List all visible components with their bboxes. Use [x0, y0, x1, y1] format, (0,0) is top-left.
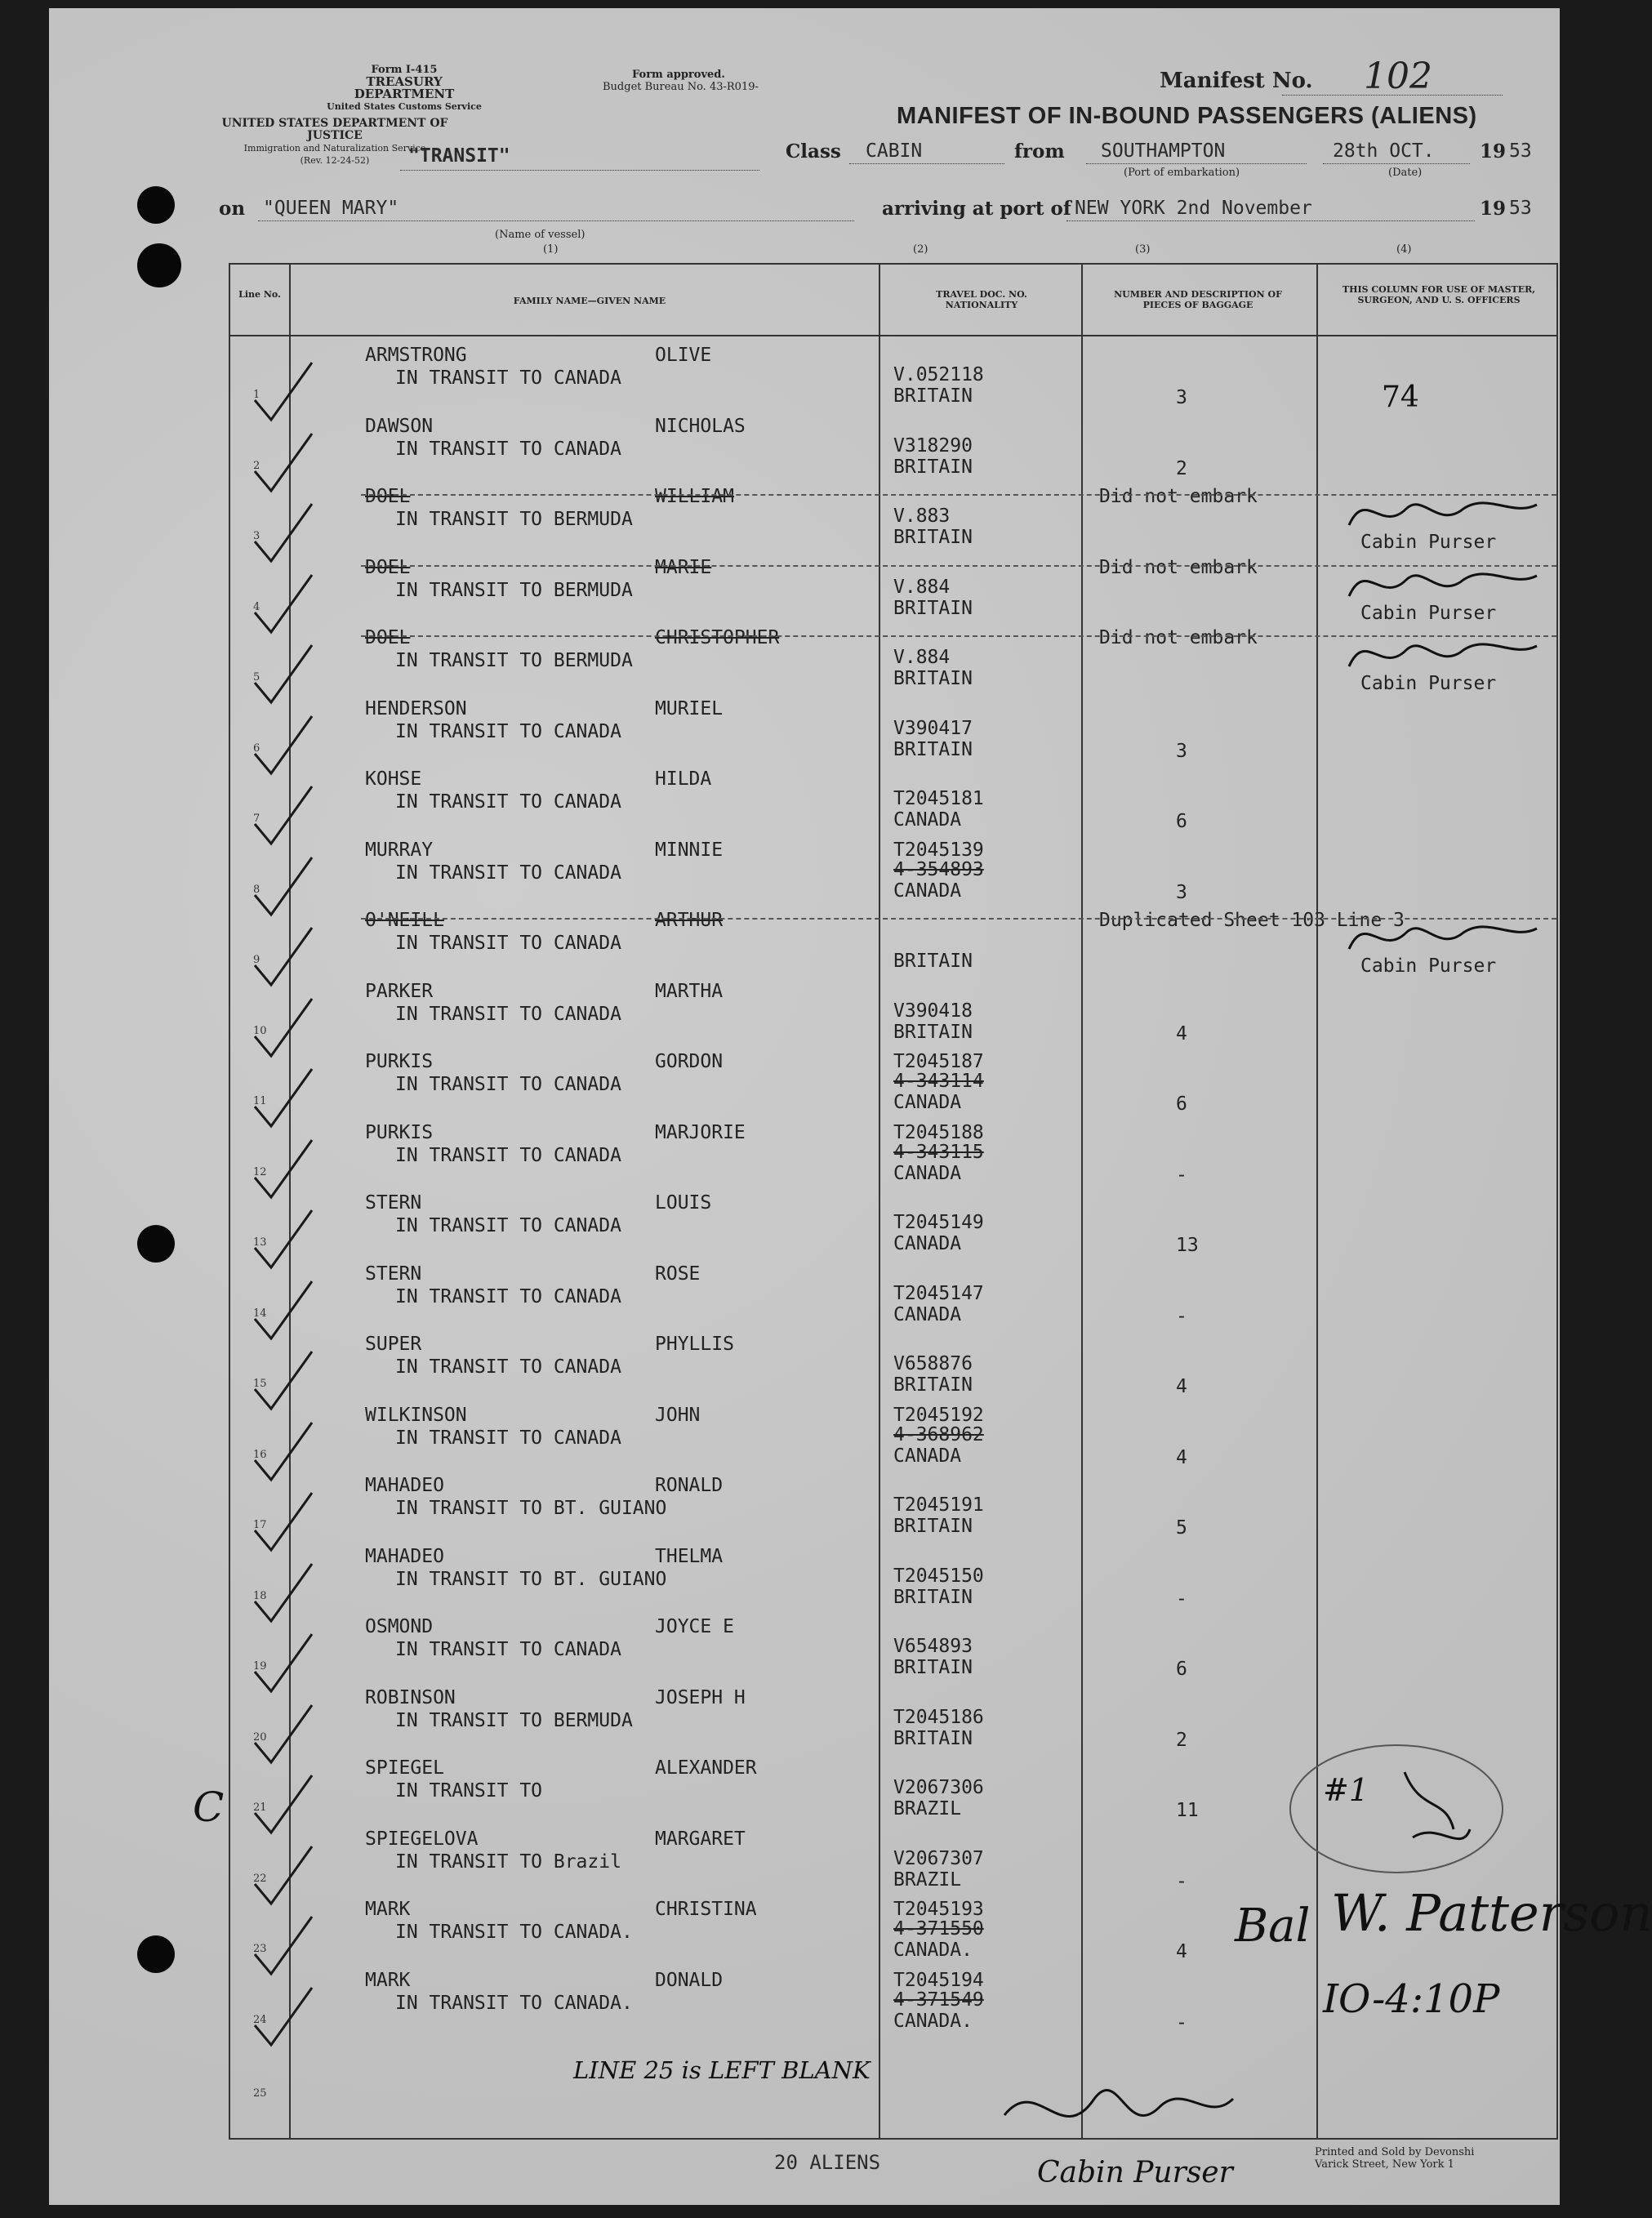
margin-c-mark: C: [193, 1784, 225, 1831]
baggage-count: 3: [1176, 740, 1187, 762]
officer-prefix: Bal: [1235, 1900, 1311, 1953]
punch-hole: [137, 186, 175, 224]
col-num-3: (3): [1135, 243, 1151, 256]
doc-number: V2067306: [893, 1777, 984, 1798]
table-row: [230, 1615, 1556, 1685]
given-name: CHRISTINA: [655, 1899, 757, 1920]
baggage-count: 6: [1176, 1093, 1187, 1115]
family-name: PURKIS: [365, 1121, 434, 1143]
transit-destination: IN TRANSIT TO BT. GUIANO: [395, 1498, 667, 1519]
row-note: Duplicated Sheet 103 Line 3: [1099, 910, 1405, 931]
baggage-count: -: [1176, 2011, 1187, 2033]
doc-number: V2067307: [893, 1847, 984, 1869]
purser-signature-scribble: [1333, 908, 1545, 965]
from-sub: (Port of embarkation): [1124, 167, 1240, 179]
doc-number-struck: 4-343115: [893, 1141, 984, 1163]
given-name: NICHOLAS: [655, 415, 746, 437]
family-name: MURRAY: [365, 839, 434, 861]
given-name: JOYCE E: [655, 1616, 734, 1637]
transit-destination: IN TRANSIT TO CANADA: [395, 1144, 621, 1166]
row-number: 21: [253, 1802, 267, 1814]
row-number: 1: [253, 389, 260, 401]
from-value: SOUTHAMPTON: [1101, 140, 1226, 162]
row-note: Did not embark: [1099, 556, 1258, 578]
given-name: MINNIE: [655, 839, 724, 861]
transit-destination: IN TRANSIT TO Brazil: [395, 1851, 621, 1873]
table-row: [230, 343, 1556, 413]
date-year-prefix: 19: [1480, 140, 1507, 163]
row-number: 9: [253, 954, 260, 966]
doc-number: T2045186: [893, 1706, 984, 1728]
nationality: BRITAIN: [893, 527, 973, 548]
row-number: 17: [253, 1519, 267, 1531]
baggage-count: 6: [1176, 811, 1187, 832]
given-name: GORDON: [655, 1051, 724, 1072]
baggage-count: 3: [1176, 881, 1187, 903]
doc-number-struck: 4-371549: [893, 1989, 984, 2011]
table-row: [230, 626, 1556, 696]
table-row: [230, 484, 1556, 554]
row-number: 5: [253, 671, 260, 684]
date-sub: (Date): [1388, 167, 1423, 179]
stamp-scribble: [1282, 1739, 1511, 1878]
table-row: [230, 1544, 1556, 1615]
baggage-count: 2: [1176, 1729, 1187, 1751]
col-header-line: Line No.: [238, 289, 281, 300]
doc-number: T2045181: [893, 788, 984, 809]
transit-destination: IN TRANSIT TO CANADA: [395, 791, 621, 813]
transit-destination: IN TRANSIT TO CANADA: [395, 1003, 621, 1025]
transit-destination: IN TRANSIT TO CANADA: [395, 1356, 621, 1378]
row-number: 12: [253, 1165, 267, 1178]
nationality: BRAZIL: [893, 1798, 962, 1819]
table-row: [230, 1120, 1556, 1191]
nationality: BRITAIN: [893, 738, 973, 760]
arrival-value: NEW YORK 2nd November: [1075, 198, 1312, 219]
top-right-count: 74: [1382, 381, 1419, 414]
arrival-underline: [1066, 220, 1475, 221]
nationality: CANADA: [893, 809, 962, 831]
transit-destination: IN TRANSIT TO BERMUDA: [395, 1709, 633, 1731]
baggage-count: 4: [1176, 1022, 1187, 1044]
header-divider: [230, 335, 1556, 336]
table-row: [230, 697, 1556, 767]
form-id-block: [318, 64, 490, 113]
nationality: CANADA: [893, 880, 962, 902]
vessel-sub: (Name of vessel): [495, 229, 586, 241]
baggage-count: 5: [1176, 1517, 1187, 1539]
transit-destination: IN TRANSIT TO CANADA: [395, 367, 621, 389]
baggage-count: 13: [1176, 1235, 1199, 1256]
row-number: 19: [253, 1660, 267, 1672]
nationality: CANADA: [893, 1162, 962, 1184]
family-name: ARMSTRONG: [365, 345, 467, 366]
rev-date: (Rev. 12-24-52): [300, 155, 370, 166]
given-name: CHRISTOPHER: [655, 627, 780, 648]
family-name: HENDERSON: [365, 697, 467, 719]
family-name: DAWSON: [365, 415, 434, 437]
baggage-count: 4: [1176, 1446, 1187, 1468]
transit-destination: IN TRANSIT TO BERMUDA: [395, 579, 633, 601]
transit-destination: IN TRANSIT TO CANADA: [395, 1285, 621, 1307]
nationality: BRITAIN: [893, 1021, 973, 1043]
table-row: [230, 767, 1556, 837]
given-name: ROSE: [655, 1263, 701, 1285]
transit-destination: IN TRANSIT TO: [395, 1780, 543, 1802]
doc-number: V.052118: [893, 364, 984, 385]
row-number: 22: [253, 1872, 267, 1885]
nationality: CANADA.: [893, 2010, 973, 2032]
transit-underline: [400, 170, 759, 171]
row-number: 7: [253, 813, 260, 825]
given-name: WILLIAM: [655, 486, 734, 507]
nationality: CANADA: [893, 1445, 962, 1467]
class-underline: [849, 163, 1004, 164]
stamp-number: #1: [1323, 1772, 1369, 1808]
printer-imprint: [1315, 2146, 1474, 2171]
purser-signature-scribble: [1333, 484, 1545, 541]
transit-destination: IN TRANSIT TO BERMUDA: [395, 650, 633, 671]
doc-number: T2045194: [893, 1969, 984, 1991]
form-approved: Form approved.: [632, 69, 725, 81]
family-name: STERN: [365, 1192, 422, 1214]
table-row: [230, 838, 1556, 908]
given-name: ALEXANDER: [655, 1757, 757, 1779]
given-name: MARTHA: [655, 980, 724, 1002]
doc-number: V.883: [893, 506, 951, 527]
col-num-1: (1): [543, 243, 559, 256]
table-row: [230, 1262, 1556, 1332]
purser-label: Cabin Purser: [1360, 602, 1497, 624]
family-name: PARKER: [365, 980, 434, 1002]
doc-number: T2045150: [893, 1565, 984, 1587]
table-row: [230, 908, 1556, 978]
doc-number: V390418: [893, 1000, 973, 1022]
printer-line-2: Varick Street, New York 1: [1315, 2158, 1454, 2171]
vessel-underline: [258, 220, 854, 221]
nationality: CANADA: [893, 1233, 962, 1254]
doc-number: T2045188: [893, 1121, 984, 1143]
given-name: MARIE: [655, 556, 712, 578]
doc-number: V318290: [893, 434, 973, 457]
printer-line-1: Printed and Sold by Devonshi: [1315, 2146, 1475, 2158]
table-row-25: [230, 2020, 1556, 2100]
nationality: CANADA: [893, 1303, 962, 1325]
given-name: MARGARET: [655, 1828, 746, 1850]
baggage-count: 3: [1176, 387, 1187, 408]
family-name: ROBINSON: [365, 1686, 456, 1708]
doc-number: T2045192: [893, 1404, 984, 1426]
transit-destination: IN TRANSIT TO CANADA.: [395, 1992, 633, 2014]
row-number: 2: [253, 459, 260, 472]
doc-number: V390417: [893, 717, 973, 739]
family-name: DOEL: [365, 556, 411, 578]
baggage-count: 2: [1176, 457, 1187, 479]
family-name: KOHSE: [365, 768, 422, 790]
baggage-count: 11: [1176, 1800, 1199, 1821]
purser-label: Cabin Purser: [1360, 955, 1497, 977]
baggage-count: -: [1176, 1305, 1187, 1327]
manifest-no-value: 102: [1364, 56, 1432, 97]
row-number: 3: [253, 530, 260, 542]
table-row: [230, 555, 1556, 626]
doc-number-struck: 4-354893: [893, 858, 984, 880]
given-name: ARTHUR: [655, 910, 724, 931]
form-approved-block: [603, 69, 799, 93]
given-name: MARJORIE: [655, 1121, 746, 1143]
transit-destination: IN TRANSIT TO BERMUDA: [395, 509, 633, 530]
baggage-count: 6: [1176, 1659, 1187, 1680]
form-id: Form I-415: [371, 64, 438, 76]
treasury-dept: TREASURY DEPARTMENT: [354, 74, 455, 101]
col-header-doc: TRAVEL DOC. NO. NATIONALITY: [936, 289, 1027, 310]
row-note: Did not embark: [1099, 627, 1258, 648]
doc-number: V.884: [893, 647, 951, 668]
transit-destination: IN TRANSIT TO CANADA: [395, 1639, 621, 1660]
row-note: Did not embark: [1099, 486, 1258, 507]
transit-destination: IN TRANSIT TO CANADA: [395, 1427, 621, 1449]
baggage-count: -: [1176, 1164, 1187, 1186]
doc-number: T2045187: [893, 1051, 984, 1072]
table-row: [230, 1403, 1556, 1473]
transit-destination: IN TRANSIT TO CANADA: [395, 1215, 621, 1236]
table-row: [230, 1332, 1556, 1402]
line25-note: LINE 25 is LEFT BLANK: [573, 2056, 871, 2084]
date-year: 53: [1509, 140, 1532, 162]
col-header-name: FAMILY NAME—GIVEN NAME: [513, 296, 666, 306]
date-underline: [1323, 163, 1470, 164]
given-name: OLIVE: [655, 345, 712, 366]
class-value: CABIN: [866, 140, 923, 162]
row-number: 24: [253, 2013, 267, 2026]
family-name: DOEL: [365, 486, 411, 507]
row-number: 15: [253, 1378, 267, 1390]
footer-purser-signature: Cabin Purser: [1037, 2156, 1233, 2189]
baggage-count: -: [1176, 1588, 1187, 1610]
row-number: 18: [253, 1589, 267, 1602]
row-number: 13: [253, 1236, 267, 1249]
doc-number: T2045147: [893, 1282, 984, 1304]
family-name: STERN: [365, 1263, 422, 1285]
table-row: [230, 979, 1556, 1049]
baggage-count: -: [1176, 1870, 1187, 1892]
manifest-no-label: Manifest No.: [1160, 69, 1313, 93]
family-name: DOEL: [365, 627, 411, 648]
transit-destination: IN TRANSIT TO CANADA: [395, 1074, 621, 1095]
table-row: [230, 1049, 1556, 1120]
transit-destination: IN TRANSIT TO CANADA: [395, 720, 621, 742]
date-value: 28th OCT.: [1333, 140, 1435, 162]
purser-signature-scribble: [1333, 626, 1545, 683]
punch-hole: [137, 1225, 175, 1263]
aliens-count: 20 ALIENS: [774, 2151, 881, 2174]
given-name: PHYLLIS: [655, 1334, 734, 1355]
arriving-label: arriving at port of: [882, 198, 1071, 220]
arrival-year-prefix: 19: [1480, 198, 1507, 220]
given-name: RONALD: [655, 1475, 724, 1496]
transit-destination: IN TRANSIT TO CANADA: [395, 933, 621, 954]
family-name: WILKINSON: [365, 1404, 467, 1426]
doc-number: V.884: [893, 576, 951, 598]
nationality: BRITAIN: [893, 1657, 973, 1678]
row-number: 8: [253, 883, 260, 896]
family-name: MAHADEO: [365, 1475, 444, 1496]
family-name: O'NEILL: [365, 910, 444, 931]
doc-number: T2045191: [893, 1494, 984, 1516]
given-name: JOSEPH H: [655, 1686, 746, 1708]
nationality: BRITAIN: [893, 1374, 973, 1396]
transit-destination: IN TRANSIT TO CANADA: [395, 862, 621, 884]
row-number: 10: [253, 1024, 267, 1037]
purser-label: Cabin Purser: [1360, 673, 1497, 694]
purser-signature-scribble: [1333, 555, 1545, 612]
doc-number-struck: 4-371550: [893, 1918, 984, 1940]
doc-number: V654893: [893, 1636, 973, 1657]
nationality: BRITAIN: [893, 1586, 973, 1608]
row-number: 4: [253, 600, 260, 613]
purser-label: Cabin Purser: [1360, 532, 1497, 553]
from-underline: [1086, 163, 1307, 164]
row-number: 14: [253, 1307, 267, 1320]
row-number: 11: [253, 1095, 267, 1107]
ins-title: Immigration and Naturalization Service: [243, 143, 426, 154]
family-name: PURKIS: [365, 1051, 434, 1072]
baggage-count: 4: [1176, 1376, 1187, 1397]
table-row: [230, 1473, 1556, 1543]
doc-number: T2045149: [893, 1212, 984, 1233]
baggage-count: 4: [1176, 1941, 1187, 1962]
customs-service: United States Customs Service: [327, 101, 482, 112]
family-name: MAHADEO: [365, 1545, 444, 1567]
punch-hole: [137, 243, 181, 287]
on-label: on: [219, 198, 246, 220]
nationality: CANADA.: [893, 1940, 973, 1961]
transit-label: "TRANSIT": [408, 145, 510, 167]
doc-number-struck: 4-368962: [893, 1423, 984, 1445]
transit-destination: IN TRANSIT TO CANADA.: [395, 1922, 633, 1943]
punch-hole: [137, 1935, 175, 1973]
given-name: DONALD: [655, 1969, 724, 1991]
row-number: 25: [253, 2087, 267, 2100]
row-number: 23: [253, 1943, 267, 1955]
given-name: LOUIS: [655, 1192, 712, 1214]
row-number: 6: [253, 742, 260, 755]
nationality: BRITAIN: [893, 668, 973, 689]
nationality: BRITAIN: [893, 597, 973, 619]
row-number: 16: [253, 1448, 267, 1461]
col-num-2: (2): [913, 243, 928, 256]
family-name: SUPER: [365, 1334, 422, 1355]
transit-destination: IN TRANSIT TO CANADA: [395, 438, 621, 460]
nationality: BRITAIN: [893, 1516, 973, 1537]
nationality: CANADA: [893, 1092, 962, 1113]
doc-number: V658876: [893, 1353, 973, 1374]
doc-number: T2045193: [893, 1899, 984, 1920]
transit-destination: IN TRANSIT TO BT. GUIANO: [395, 1568, 667, 1590]
given-name: THELMA: [655, 1545, 724, 1567]
nationality: BRITAIN: [893, 1727, 973, 1749]
given-name: JOHN: [655, 1404, 701, 1426]
given-name: MURIEL: [655, 697, 724, 719]
nationality: BRITAIN: [893, 951, 973, 972]
budget-bureau: Budget Bureau No. 43-R019-: [603, 81, 759, 93]
col-num-4: (4): [1396, 243, 1412, 256]
doc-number-struck: 4-343114: [893, 1071, 984, 1092]
family-name: SPIEGEL: [365, 1757, 444, 1779]
row-number: 20: [253, 1730, 267, 1744]
nationality: BRITAIN: [893, 456, 973, 478]
class-label: Class: [786, 140, 841, 163]
family-name: OSMOND: [365, 1616, 434, 1637]
given-name: HILDA: [655, 768, 712, 790]
from-label: from: [1014, 140, 1065, 163]
footer-signature-scribble: [988, 2066, 1249, 2156]
nationality: BRAZIL: [893, 1868, 962, 1891]
col-header-officers: THIS COLUMN FOR USE OF MASTER, SURGEON, AND U. S. OFFICERS: [1342, 284, 1536, 305]
col-header-baggage: NUMBER AND DESCRIPTION OF PIECES OF BAGGAGE: [1114, 289, 1282, 310]
doc-number: T2045139: [893, 839, 984, 861]
family-name: MARK: [365, 1969, 411, 1991]
officer-code: IO-4:10P: [1323, 1976, 1500, 2022]
table-row: [230, 414, 1556, 484]
doj-title: UNITED STATES DEPARTMENT OF JUSTICE: [221, 117, 448, 142]
manifest-title: MANIFEST OF IN-BOUND PASSENGERS (ALIENS): [897, 103, 1477, 129]
nationality: BRITAIN: [893, 385, 973, 407]
family-name: SPIEGELOVA: [365, 1828, 479, 1850]
vessel-name: "QUEEN MARY": [263, 198, 399, 219]
table-row: [230, 1191, 1556, 1261]
officer-signature: W. Patterson: [1331, 1883, 1652, 1943]
manifest-page: [49, 8, 1652, 2205]
family-name: MARK: [365, 1899, 411, 1920]
arrival-year: 53: [1509, 198, 1532, 219]
